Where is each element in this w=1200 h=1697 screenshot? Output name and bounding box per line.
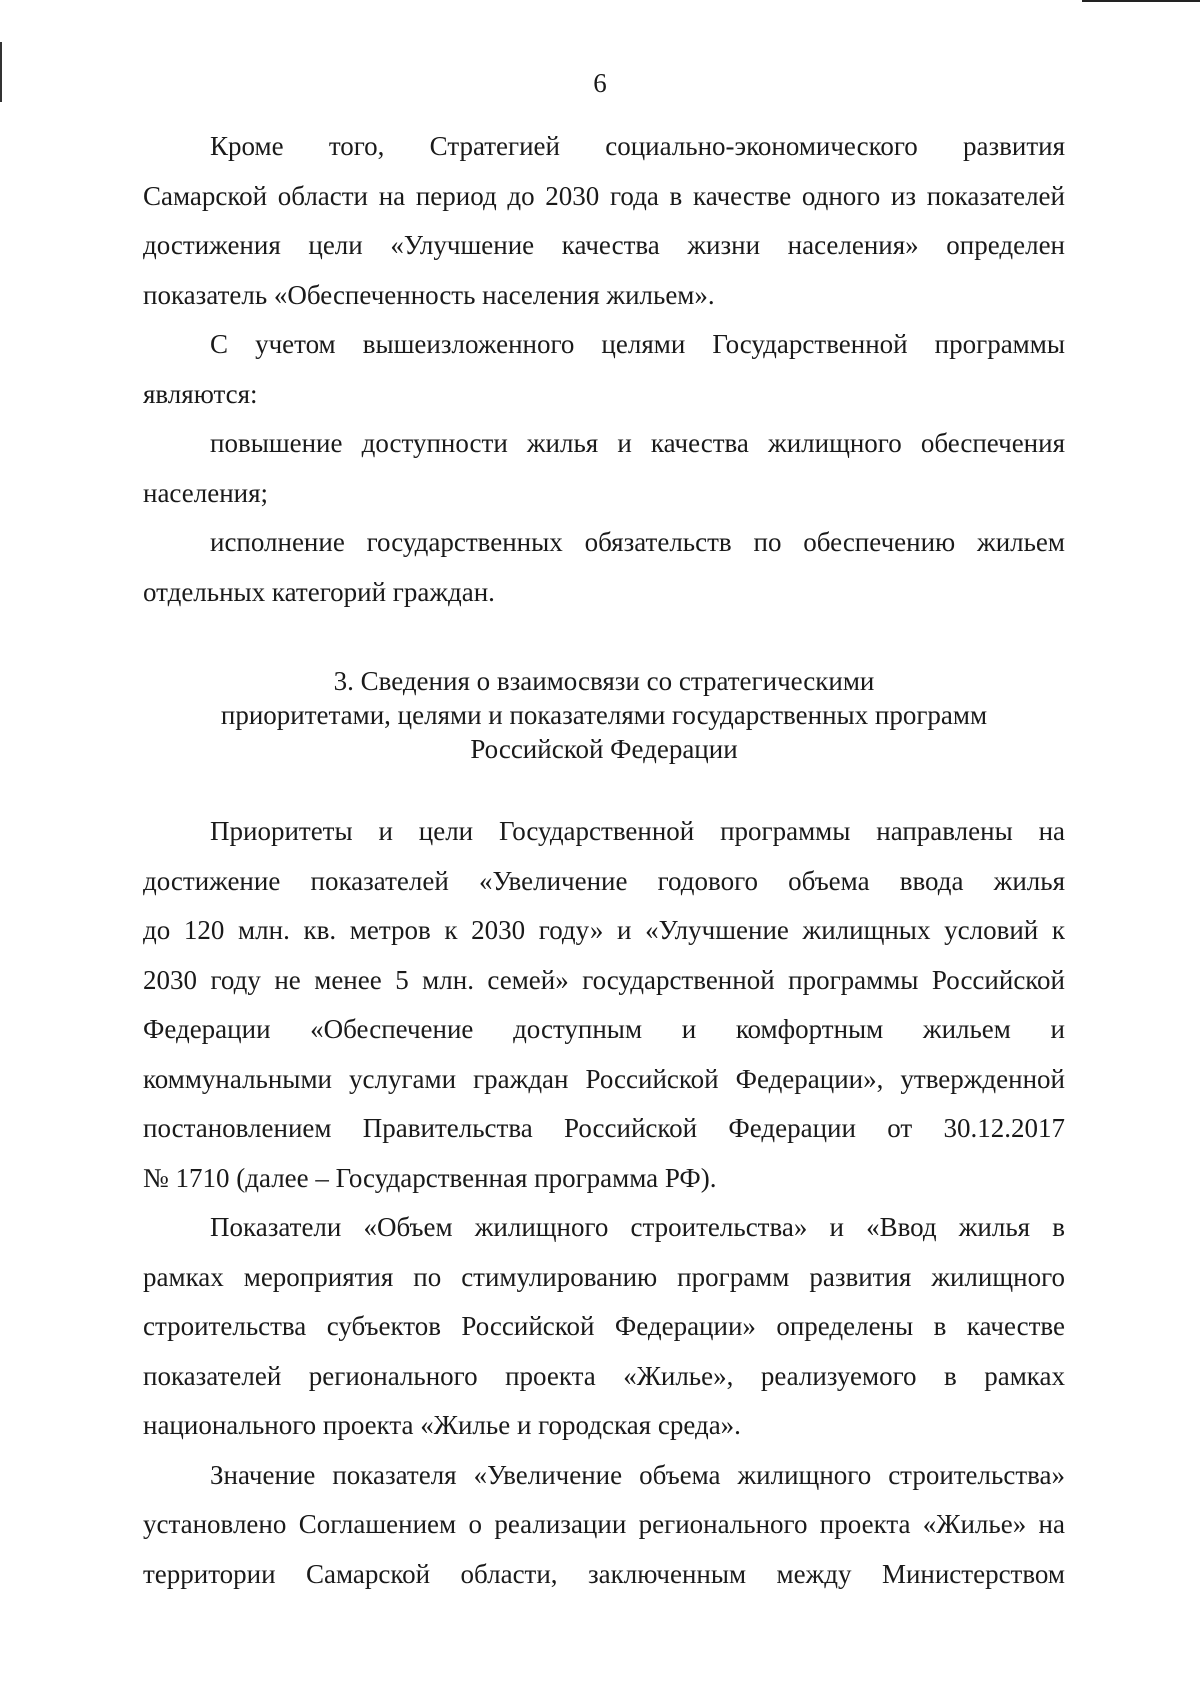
scan-edge-mark-top: [1082, 0, 1200, 2]
text-line: Значение показателя «Увеличение объема жилищного строительства»: [210, 1459, 1065, 1490]
paragraph-goals-intro: [143, 320, 1065, 419]
text-line: рамках мероприятия по стимулированию программ развития жилищного: [143, 1261, 1065, 1292]
text-line: Кроме того, Стратегией социально-экономического развития: [210, 131, 1065, 161]
text-line: достижения цели «Улучшение качества жизни населения» определен: [143, 230, 1065, 260]
heading-line: Российской Федерации: [470, 734, 738, 764]
text-line: установлено Соглашением о реализации регионального проекта «Жилье» на: [143, 1509, 1065, 1539]
text-line: коммунальными услугами граждан Российской Федерации», утвержденной: [143, 1063, 1065, 1094]
paragraph-priorities: [143, 807, 1065, 1203]
paragraph-goal-1: [143, 419, 1065, 518]
document-body: [143, 122, 1065, 1599]
text-line: Показатели «Объем жилищного строительства» и «Ввод жилья в: [210, 1212, 1065, 1242]
text-line: национального проекта «Жилье и городская среда».: [143, 1410, 741, 1440]
text-line: показателей регионального проекта «Жилье», реализуемого в рамках: [143, 1360, 1065, 1391]
text-line: строительства субъектов Российской Федерации» определены в качестве: [143, 1311, 1065, 1341]
heading-line: приоритетами, целями и показателями государственных программ: [220, 700, 988, 730]
text-line: 2030 году не менее 5 млн. семей» государственной программы Российской: [143, 964, 1065, 995]
text-line: Федерации «Обеспечение доступным и комфортным жильем и: [143, 1014, 1065, 1044]
page-number: 6: [593, 68, 607, 98]
text-line: населения;: [143, 477, 269, 508]
text-line: достижение показателей «Увеличение годового объема ввода жилья: [143, 865, 1065, 896]
text-line: показатель «Обеспеченность населения жильем».: [143, 279, 715, 310]
text-line: территории Самарской области, заключенным между Министерством: [143, 1558, 1065, 1589]
text-line: являются:: [143, 378, 258, 409]
text-line: отдельных категорий граждан.: [143, 576, 495, 607]
text-line: С учетом вышеизложенного целями Государственной программы: [210, 329, 1065, 359]
text-line: до 120 млн. кв. метров к 2030 году» и «Улучшение жилищных условий к: [143, 915, 1065, 945]
heading-line: 3. Сведения о взаимосвязи со стратегическими: [333, 666, 875, 696]
text-line: Приоритеты и цели Государственной программы направлены на: [210, 816, 1065, 846]
paragraph-goal-2: [143, 518, 1065, 617]
section-heading: [143, 664, 1065, 766]
text-line: повышение доступности жилья и качества жилищного обеспечения: [210, 428, 1065, 458]
paragraph-strategy: [143, 122, 1065, 320]
text-line: исполнение государственных обязательств по обеспечению жильем: [210, 527, 1065, 557]
paragraph-indicators: [143, 1203, 1065, 1451]
text-line: № 1710 (далее – Государственная программа РФ).: [143, 1162, 717, 1193]
text-line: Самарской области на период до 2030 года в качестве одного из показателей: [143, 180, 1065, 211]
text-line: постановлением Правительства Российской Федерации от 30.12.2017: [143, 1113, 1065, 1143]
paragraph-agreement: [143, 1451, 1065, 1600]
